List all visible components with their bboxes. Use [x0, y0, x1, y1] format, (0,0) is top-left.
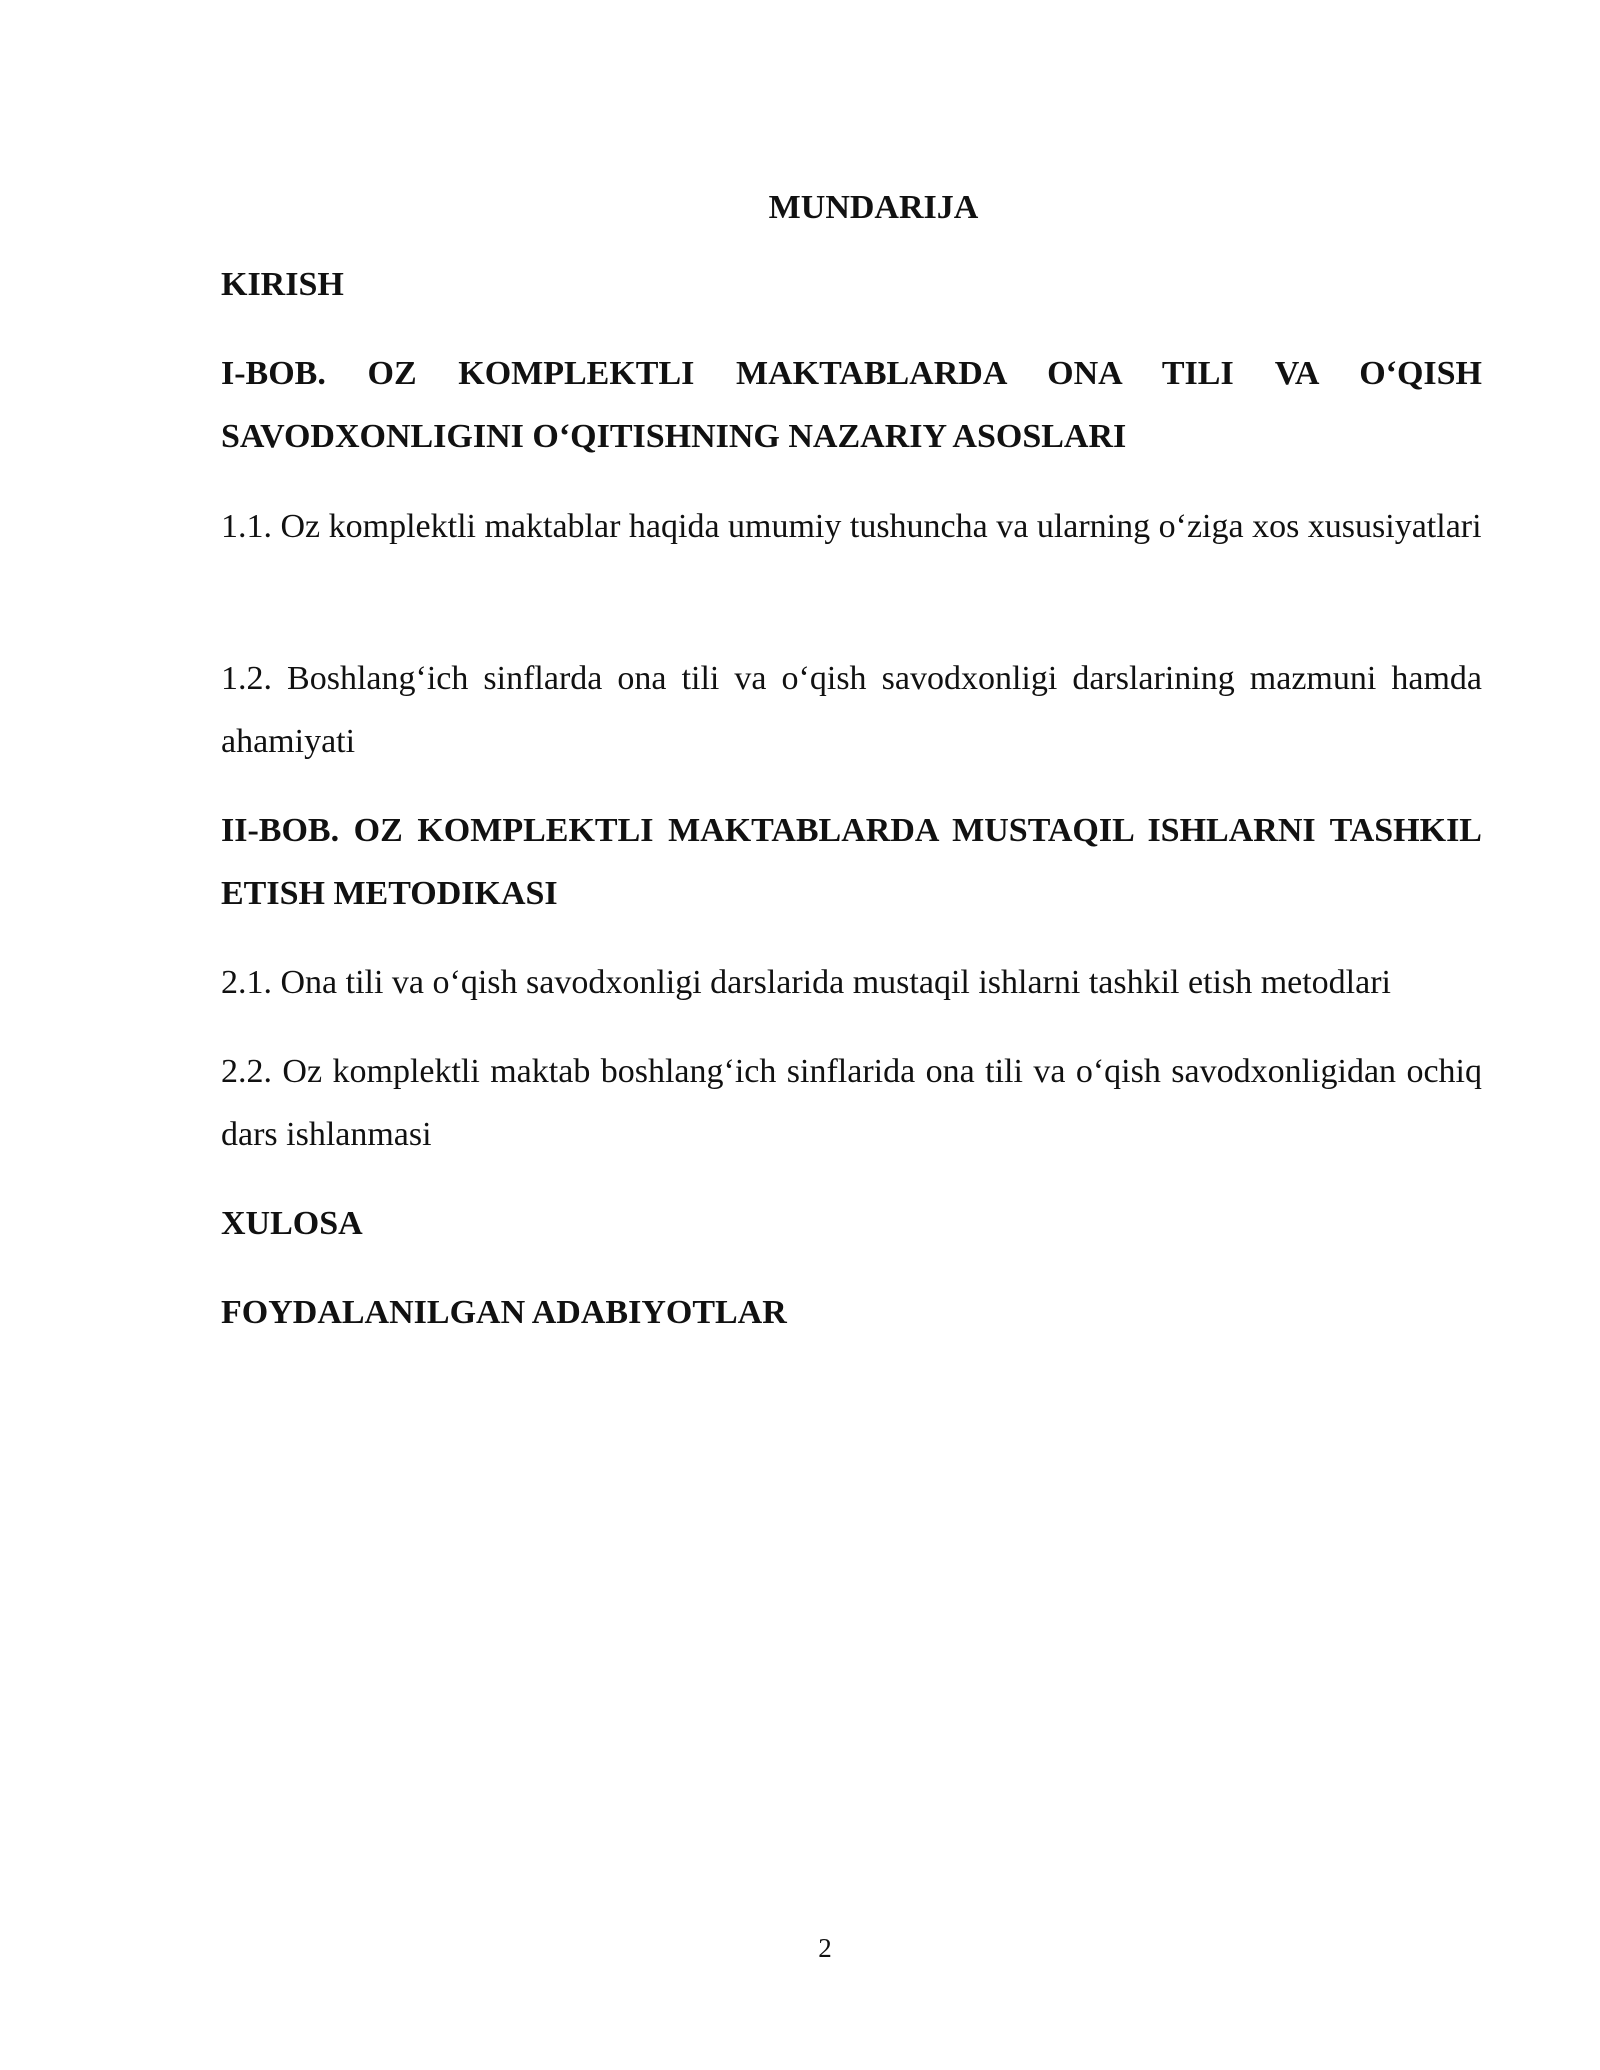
toc-entry-section-2-1: 2.1. Ona tili va o‘qish savodxonligi darslarida mustaqil ishlarni tashkil etish metodlari	[221, 964, 1391, 1001]
toc-entry-chapter-1: I-BOB. OZ KOMPLEKTLI MAKTABLARDA ONA TILI VA O‘QISH SAVODXONLIGINI O‘QITISHNING NAZARIY ASOSLARI	[221, 355, 1482, 455]
toc-entry-references: FOYDALANILGAN ADABIYOTLAR	[221, 1294, 787, 1331]
toc-entry-section-1-2: 1.2. Boshlang‘ich sinflarda ona tili va o‘qish savodxonligi darslarining mazmuni hamda ahamiyati	[221, 660, 1482, 760]
page-number: 2	[818, 1933, 832, 1963]
toc-entry-section-1-1: 1.1. Oz komplektli maktablar haqida umumiy tushuncha va ularning o‘ziga xos xususiyatlari	[221, 508, 1482, 545]
toc-entry-xulosa: XULOSA	[221, 1205, 363, 1242]
toc-entry-chapter-2: II-BOB. OZ KOMPLEKTLI MAKTABLARDA MUSTAQIL ISHLARNI TASHKIL ETISH METODIKASI	[221, 812, 1482, 912]
page-title: MUNDARIJA	[768, 189, 979, 226]
toc-entry-kirish: KIRISH	[221, 266, 344, 303]
toc-entry-section-2-2: 2.2. Oz komplektli maktab boshlang‘ich sinflarida ona tili va o‘qish savodxonligidan ochiq dars ishlanmasi	[221, 1053, 1482, 1153]
